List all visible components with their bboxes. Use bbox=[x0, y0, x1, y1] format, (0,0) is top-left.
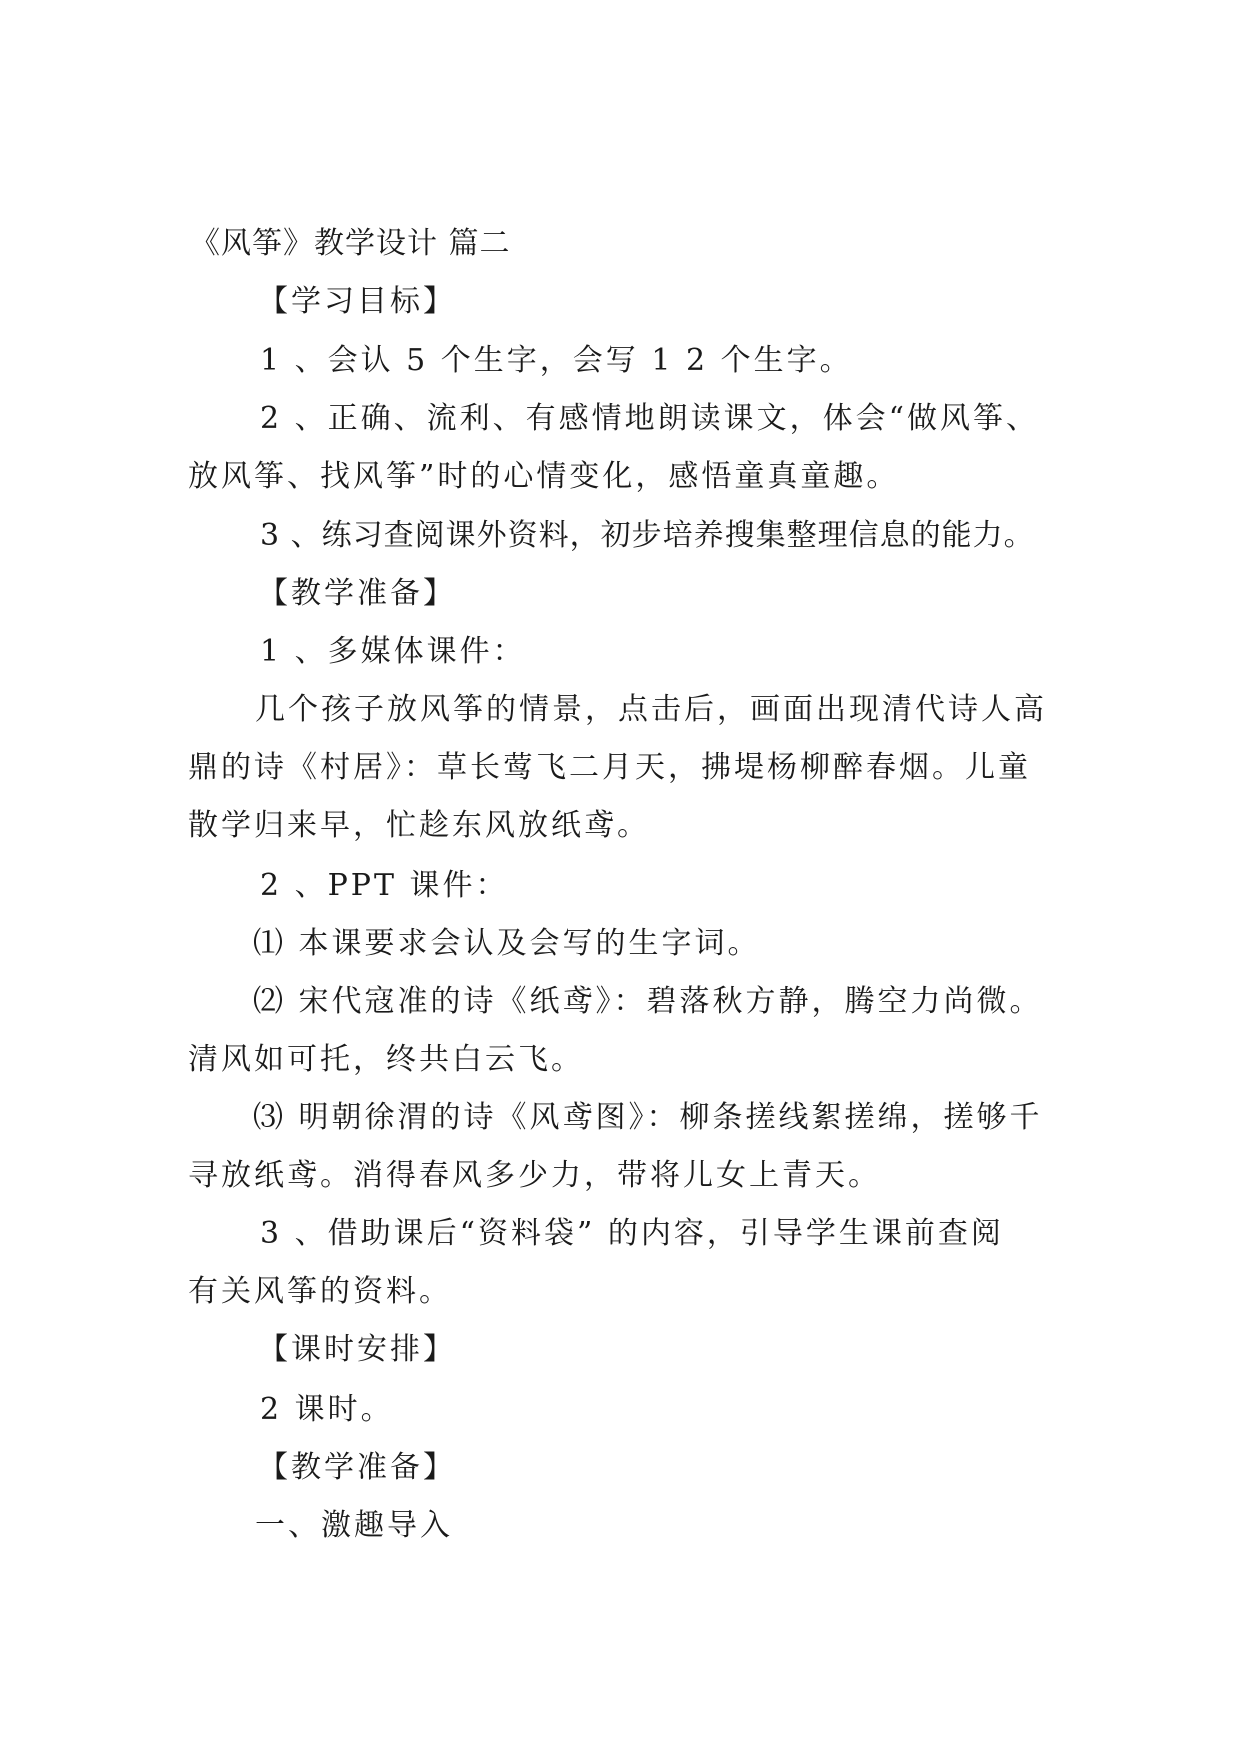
paragraph-line: 3 、练习查阅课外资料，初步培养搜集整理信息的能力。 bbox=[260, 518, 1035, 553]
paragraph-line: ⑵ 宋代寇准的诗《纸鸢》：碧落秋方静，腾空力尚微。 bbox=[253, 984, 1043, 1019]
document-title: 《风筝》教学设计 篇二 bbox=[190, 226, 511, 261]
paragraph-line: 2 、PPT 课件： bbox=[260, 868, 509, 903]
paragraph-line: 寻放纸鸢。消得春风多少力，带将儿女上青天。 bbox=[188, 1158, 881, 1193]
section-heading-goals: 【学习目标】 bbox=[258, 284, 456, 319]
paragraph-line: 3 、借助课后“资料袋” 的内容，引导学生课前查阅 bbox=[260, 1216, 1004, 1251]
paragraph-line: 清风如可托，终共白云飞。 bbox=[188, 1042, 584, 1077]
paragraph-line: 1 、会认 5 个生字，会写 1 2 个生字。 bbox=[260, 343, 853, 378]
paragraph-line: 鼎的诗《村居》：草长莺飞二月天，拂堤杨柳醉春烟。儿童 bbox=[188, 750, 1031, 785]
section-heading-prep: 【教学准备】 bbox=[258, 576, 456, 611]
paragraph-line: 几个孩子放风筝的情景，点击后，画面出现清代诗人高 bbox=[255, 692, 1047, 727]
paragraph-line: ⑴ 本课要求会认及会写的生字词。 bbox=[253, 926, 761, 961]
paragraph-line: 1 、多媒体课件： bbox=[260, 634, 526, 669]
paragraph-line: 2 课时。 bbox=[260, 1392, 394, 1427]
paragraph-line: 散学归来早，忙趁东风放纸鸢。 bbox=[188, 808, 650, 843]
paragraph-line: 一、激趣导入 bbox=[255, 1508, 453, 1543]
paragraph-line: 有关风筝的资料。 bbox=[188, 1274, 452, 1309]
section-heading-schedule: 【课时安排】 bbox=[258, 1332, 456, 1367]
paragraph-line: 2 、正确、流利、有感情地朗读课文，体会“做风筝、 bbox=[260, 401, 1039, 436]
paragraph-line: ⑶ 明朝徐渭的诗《风鸢图》：柳条搓线絮搓绵，搓够千 bbox=[253, 1100, 1043, 1135]
section-heading-prep: 【教学准备】 bbox=[258, 1450, 456, 1485]
paragraph-line: 放风筝、找风筝”时的心情变化，感悟童真童趣。 bbox=[188, 459, 900, 494]
